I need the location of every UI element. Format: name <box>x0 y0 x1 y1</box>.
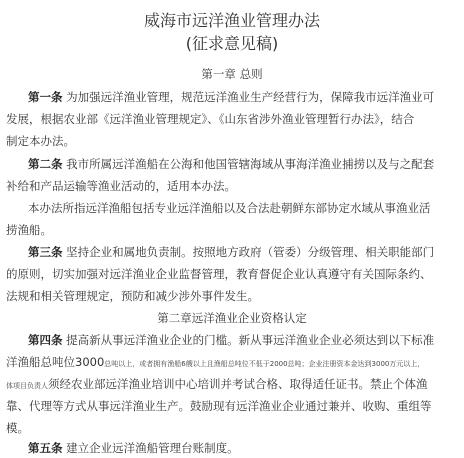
article-4-line-2: 洋渔船总吨位3000总吨以上，或者拥有渔船6艘以上且渔船总吨位不低于2000总吨；企业注册资本金达到3000万元以上， <box>6 355 425 369</box>
article-2-label: 第二条 <box>28 157 63 171</box>
note-line-1: 本办法所指远洋渔船包括专业远洋渔船以及合法赴朝鲜东部协定水域从事渔业活 <box>28 201 431 215</box>
note-line-2: 捞渔船。 <box>6 223 52 237</box>
article-4-line-3: 体项目负责人须经农业部远洋渔业培训中心培训并考试合格、取得适任证书。禁止个体渔 <box>6 377 428 391</box>
article-4-small-text-2: 体项目负责人 <box>6 382 48 390</box>
article-3-line-1: 第三条 坚持企业和属地负责制。按照地方政府（管委）分级管理、相关职能部门 <box>28 245 435 259</box>
article-3-line-2: 的原则，切实加强对远洋渔业企业监督管理，教育督促企业认真遵守有关国际条约、 <box>6 267 432 281</box>
article-1-line-3: 制定本办法。 <box>6 134 75 148</box>
article-1-line-2: 发展，根据农业部《远洋渔业管理规定》、《山东省涉外渔业管理暂行办法》，结合 <box>6 112 415 126</box>
article-2-line-2: 补给和产品运输等渔业活动的，适用本办法。 <box>6 179 236 193</box>
article-4-line-1: 第四条 提高新从事远洋渔业企业的门槛。新从事远洋渔业企业必须达到以下标准 <box>28 333 435 347</box>
article-2-line-1: 第二条 我市所属远洋渔船在公海和他国管辖海域从事海洋渔业捕捞以及与之配套 <box>28 157 435 171</box>
article-1-label: 第一条 <box>28 90 63 104</box>
article-4-line-4: 靠、代理等方式从事远洋渔业生产。鼓励现有远洋渔业企业通过兼并、收购、重组等 <box>6 399 432 413</box>
article-4-small-text: 总吨以上，或者拥有渔船6艘以上且渔船总吨位不低于2000总吨；企业注册资本金达到3000万元以上， <box>104 360 425 368</box>
document-title: 威海市远洋渔业管理办法 <box>143 11 320 30</box>
chapter-1-heading: 第一章 总则 <box>201 67 263 81</box>
article-3-line-3: 法规和相关管理规定，预防和减少涉外事件发生。 <box>6 289 259 303</box>
document-subtitle: (征求意见稿) <box>185 34 279 53</box>
article-1-line-1: 第一条 为加强远洋渔业管理，规范远洋渔业生产经营行为，保障我市远洋渔业可 <box>28 90 435 104</box>
chapter-2-heading: 第二章远洋渔业企业资格认定 <box>157 311 307 325</box>
article-4-label: 第四条 <box>28 333 63 347</box>
article-5-label: 第五条 <box>28 441 63 455</box>
article-5-line-1: 第五条 建立企业远洋渔船管理台账制度。 <box>28 441 239 455</box>
article-3-label: 第三条 <box>28 245 63 259</box>
article-4-line-5: 模。 <box>6 421 29 435</box>
